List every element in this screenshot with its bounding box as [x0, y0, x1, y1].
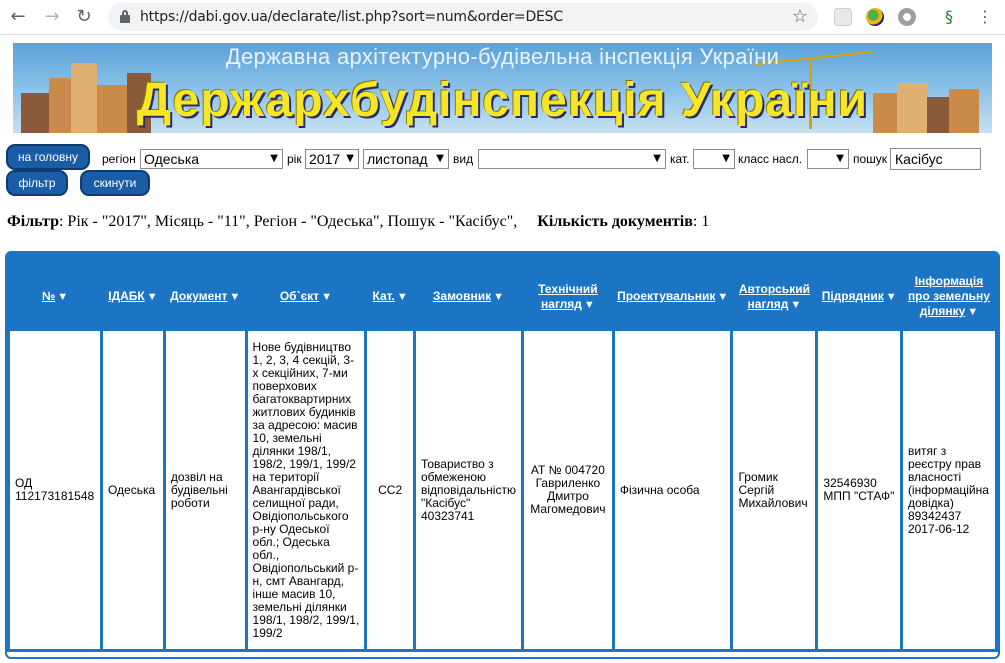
table-footer [7, 651, 998, 657]
sort-arrow-icon: ▼ [717, 291, 729, 303]
globe-extension-icon[interactable] [866, 8, 884, 26]
menu-kebab-icon[interactable]: ⋮ [977, 7, 993, 26]
chevron-down-icon: ▼ [270, 153, 278, 164]
sort-arrow-icon: ▼ [493, 291, 505, 303]
cell-document: дозвіл на будівельні роботи [166, 331, 245, 649]
year-select[interactable] [305, 149, 359, 169]
address-bar[interactable] [108, 3, 818, 31]
chevron-down-icon: ▼ [653, 153, 661, 164]
cell-tech-supervision: АТ № 004720 Гавриленко Дмитро Магомедович [524, 331, 612, 649]
forward-icon[interactable]: → [44, 6, 60, 27]
category-label: кат. [670, 152, 690, 166]
cell-land-info: витяг з реєстру прав власності (інформаційна довідка) 89342437 2017-06-12 [903, 331, 995, 649]
search-input[interactable]: Касібус [890, 148, 981, 170]
sort-arrow-icon: ▼ [229, 291, 241, 303]
filter-summary-text: : Рік - "2017", Місяць - "11", Регіон - "Одеська", Пошук - "Касібус", [58, 213, 518, 230]
cell-author-supervision: Громик Сергій Михайлович [733, 331, 815, 649]
cell-num: ОД 112173181548 [10, 331, 100, 649]
region-label: регіон [102, 152, 136, 166]
region-value: Одеська [144, 151, 200, 167]
filter-summary-label: Фільтр [7, 213, 59, 230]
chevron-down-icon: ▼ [346, 153, 354, 164]
chevron-down-icon: ▼ [836, 153, 844, 164]
chevron-down-icon: ▼ [436, 153, 444, 164]
sort-arrow-icon: ▼ [57, 291, 69, 303]
table-header-row [10, 266, 995, 328]
column-header-author-supervision[interactable]: Авторський нагляд ▼ [733, 266, 815, 328]
sort-arrow-icon: ▼ [396, 291, 408, 303]
cell-designer: Фізична особа [615, 331, 731, 649]
back-icon[interactable]: ← [10, 6, 26, 27]
column-header-idabk[interactable]: ІДАБК ▼ [103, 266, 163, 328]
column-header-contractor[interactable]: Підрядник ▼ [818, 266, 900, 328]
record-extension-icon[interactable] [898, 8, 916, 26]
column-header-object[interactable]: Об`єкт ▼ [248, 266, 365, 328]
region-select[interactable] [140, 149, 283, 169]
class-label: класс насл. [738, 152, 803, 166]
column-header-designer[interactable]: Проектувальник ▼ [615, 266, 731, 328]
lock-icon [120, 10, 130, 23]
site-banner [13, 43, 992, 133]
reload-icon[interactable]: ↻ [76, 6, 92, 27]
sort-arrow-icon: ▼ [790, 298, 802, 311]
sort-arrow-icon: ▼ [885, 291, 897, 303]
browser-toolbar [0, 0, 1005, 35]
results-table [5, 251, 1000, 659]
cell-customer: Товариство з обмеженою відповідальністю "Касібус" 40323741 [416, 331, 521, 649]
chevron-down-icon: ▼ [722, 153, 730, 164]
kind-label: вид [453, 152, 474, 166]
search-label: пошук [853, 152, 888, 166]
year-label: рік [287, 152, 302, 166]
document-count-value: : 1 [692, 213, 710, 230]
cell-contractor: 32546930 МПП "СТАФ" [818, 331, 900, 649]
kind-select[interactable] [478, 149, 666, 169]
document-count-label: Кількість документів [537, 213, 693, 230]
column-header-tech-supervision[interactable]: Технічний нагляд ▼ [524, 266, 612, 328]
column-header-land-info[interactable]: Інформація про земельну ділянку ▼ [903, 266, 995, 328]
cell-object: Нове будівництво 1, 2, 3, 4 секцій, 3-х секційних, 7-ми поверхових багатоквартирних житлових будинків за адресою: масив 10, земельні ділянки 198/1, 198/2, 199/1, 199/2 на території Авангардівської селищної ради, Овідіопольського р-ну Одеської обл.; Одеська обл., Овідіопольський р-н, смт Авангард, інше масив 10, земельні ділянки 198/1, 198/2, 199/1, 199/2 [248, 331, 365, 649]
month-value: листопад [367, 151, 428, 167]
sort-arrow-icon: ▼ [321, 291, 332, 303]
filter-summary [7, 213, 709, 231]
reset-button[interactable]: скинути [80, 170, 150, 196]
home-button[interactable]: на головну [6, 144, 90, 170]
extension-icon[interactable] [834, 8, 852, 26]
column-header-document[interactable]: Документ ▼ [166, 266, 245, 328]
cell-idabk: Одеська [103, 331, 163, 649]
category-select[interactable] [693, 149, 735, 169]
column-header-category[interactable]: Кат. ▼ [367, 266, 413, 328]
banner-subtitle: Державна архітектурно-будівельна інспекція України [225, 44, 780, 69]
url-text[interactable]: https://dabi.gov.ua/declarate/list.php?sort=num&order=DESC [140, 9, 563, 25]
sort-arrow-icon: ▼ [146, 291, 158, 303]
sort-arrow-icon: ▼ [967, 306, 979, 318]
filter-button[interactable]: фільтр [6, 170, 68, 196]
column-header-customer[interactable]: Замовник ▼ [416, 266, 521, 328]
banner-title: Держархбудінспекція України [136, 74, 869, 127]
table-row[interactable] [10, 331, 995, 649]
dna-extension-icon[interactable]: § [945, 7, 953, 26]
class-select[interactable] [807, 149, 849, 169]
cell-category: СС2 [367, 331, 413, 649]
month-select[interactable] [363, 149, 449, 169]
bookmark-star-icon[interactable]: ☆ [791, 6, 808, 27]
column-header-num[interactable]: № ▼ [10, 266, 100, 328]
year-value: 2017 [309, 151, 341, 167]
sort-arrow-icon: ▼ [583, 298, 595, 311]
